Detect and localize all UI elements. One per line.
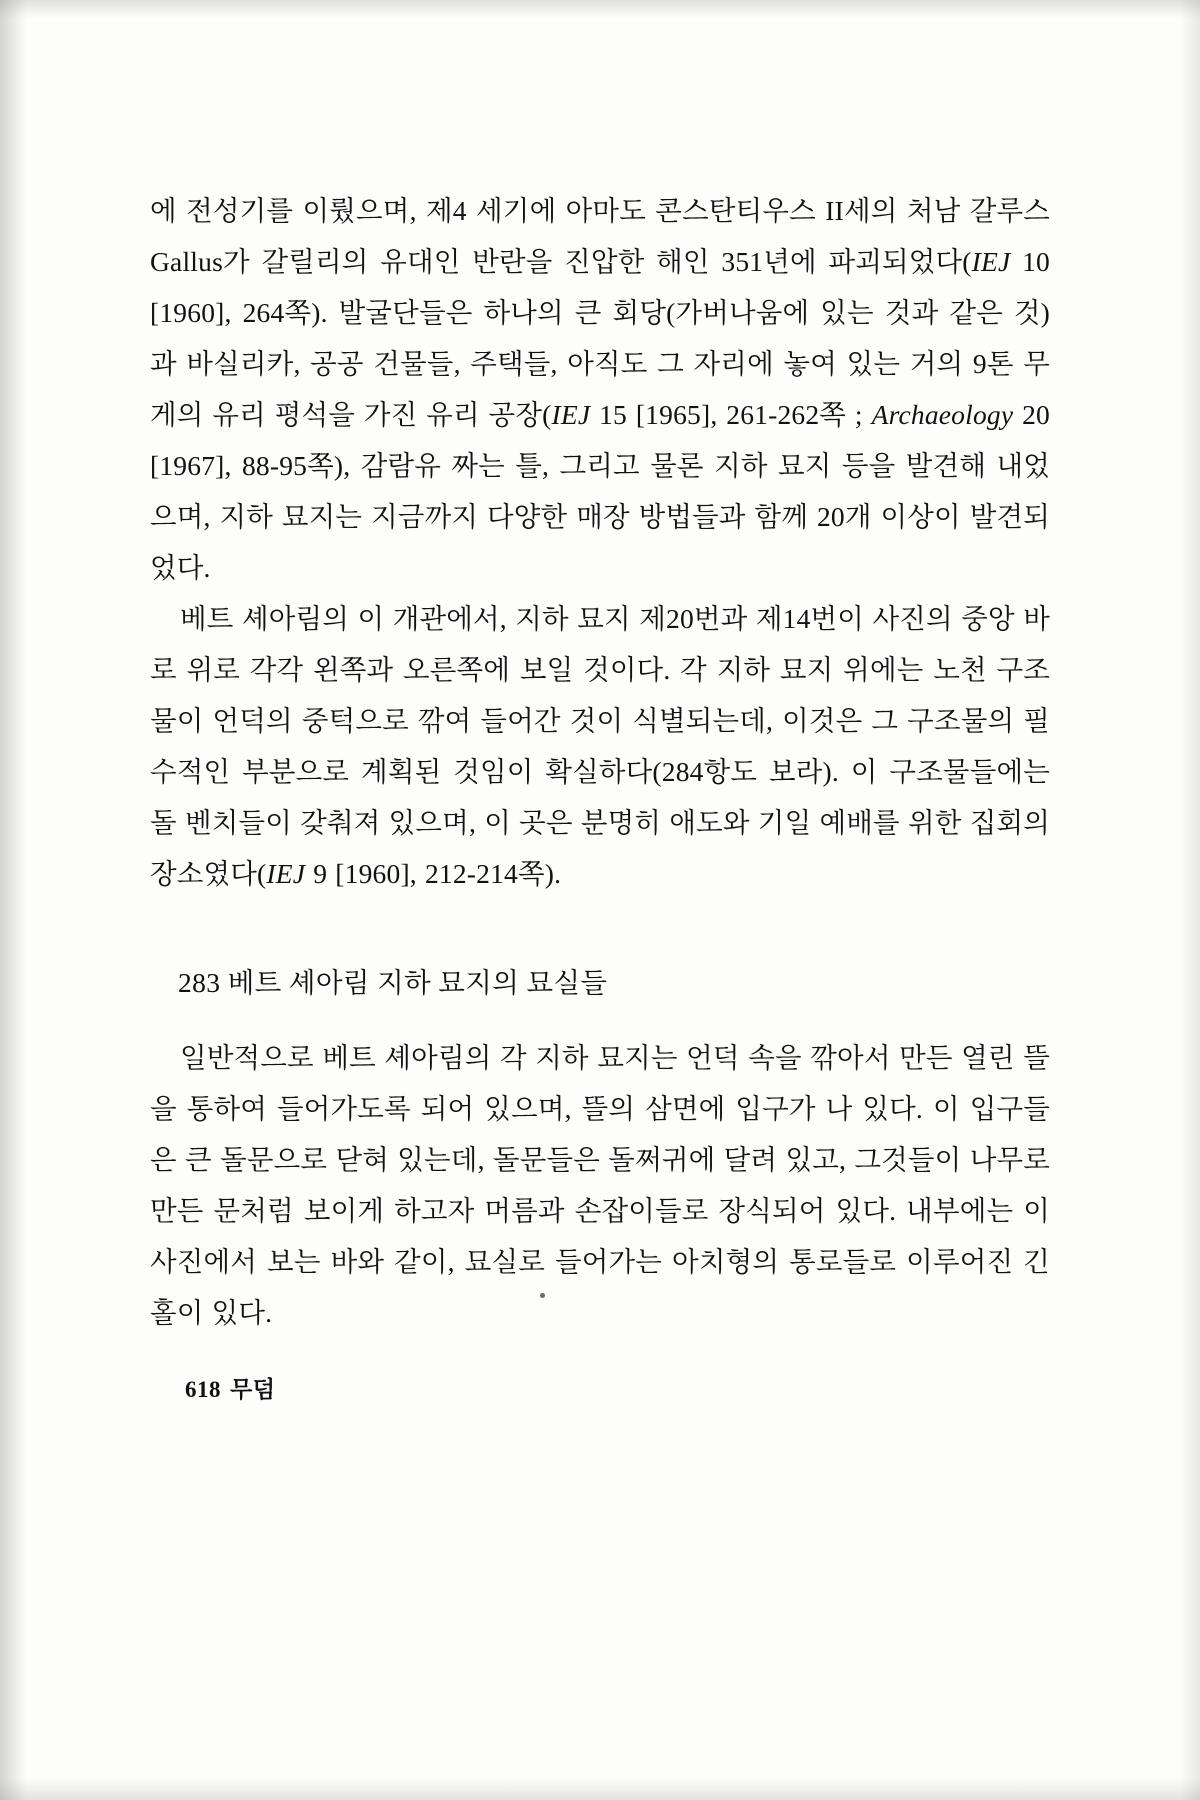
body-paragraph-1 <box>150 185 1050 593</box>
heading-spacer-above <box>150 899 1050 957</box>
page-footer <box>185 1375 275 1405</box>
heading-spacer-below <box>150 1008 1050 1032</box>
page-edge-shadow-bottom <box>0 1778 1200 1800</box>
text-run: IEJ <box>551 399 591 430</box>
section-heading: 283 베트 셰아림 지하 묘지의 묘실들 <box>178 967 608 998</box>
text-run: 9 [1960], 212-214쪽). <box>305 858 562 889</box>
body-paragraph-2 <box>150 593 1050 899</box>
text-run: 베트 셰아림의 이 개관에서, 지하 묘지 제20번과 제14번이 사진의 중앙 바로 위로 각각 왼쪽과 오른쪽에 보일 것이다. 각 지하 묘지 위에는 노천 구조물이 언덕의 중턱으로 깎여 들어간 것이 식별되는데, 이것은 그 구조물의 필수적인 부분으로 계획된 것임이 확실하다(284항도 보라). 이 구조물들에는 돌 벤치들이 갖춰져 있으며, 이 곳은 분명히 애도와 기일 예배를 위한 집회의 장소였다( <box>150 603 1050 889</box>
text-run: 10 [1960], 264쪽). 발굴단들은 하나의 큰 회당(가버나움에 있는 것과 같은 것)과 바실리카, 공공 건물들, 주택들, 아직도 그 자리에 놓여 있는 거의 9톤 무게의 유리 평석을 가진 유리 공장( <box>150 246 1050 430</box>
text-run: 일반적으로 베트 셰아림의 각 지하 묘지는 언덕 속을 깎아서 만든 열린 뜰을 통하여 들어가도록 되어 있으며, 뜰의 삼면에 입구가 나 있다. 이 입구들은 큰 돌문으로 닫혀 있는데, 돌문들은 돌쩌귀에 달려 있고, 그것들이 나무로 만든 문처럼 보이게 하고자 머름과 손잡이들로 장식되어 있다. 내부에는 이 사진에서 보는 바와 같이, 묘실로 들어가는 아치형의 통로들로 이루어진 긴 홀이 있다. <box>150 1042 1050 1328</box>
body-paragraph-3 <box>150 1032 1050 1338</box>
text-run: 20 [1967], 88-95쪽), 감람유 짜는 틀, 그리고 물론 지하 묘지 등을 발견해 내었으며, 지하 묘지는 지금까지 다양한 매장 방법들과 함께 20개 이상이 발견되었다. <box>150 399 1050 583</box>
folio-label: 무덤 <box>230 1377 276 1402</box>
text-run: 에 전성기를 이뤘으며, 제4 세기에 아마도 콘스탄티우스 II세의 처남 갈루스 <box>150 195 1050 226</box>
text-run: Archaeology <box>871 399 1014 430</box>
page-edge-shadow-top <box>0 0 1200 18</box>
text-run: IEJ <box>266 858 306 889</box>
page-center-dot-mark <box>540 1293 545 1298</box>
folio-number: 618 <box>185 1377 221 1402</box>
text-run: 가 갈릴리의 유대인 반란을 진압한 해인 351년에 파괴되었다( <box>223 246 972 277</box>
page-text-column <box>150 185 1050 1338</box>
page-edge-shadow-right <box>1180 0 1200 1800</box>
text-run: 15 [1965], 261-262쪽 ; <box>590 399 872 430</box>
page-edge-shadow-left <box>0 0 26 1800</box>
text-run: Gallus <box>150 246 223 277</box>
text-run: IEJ <box>971 246 1011 277</box>
